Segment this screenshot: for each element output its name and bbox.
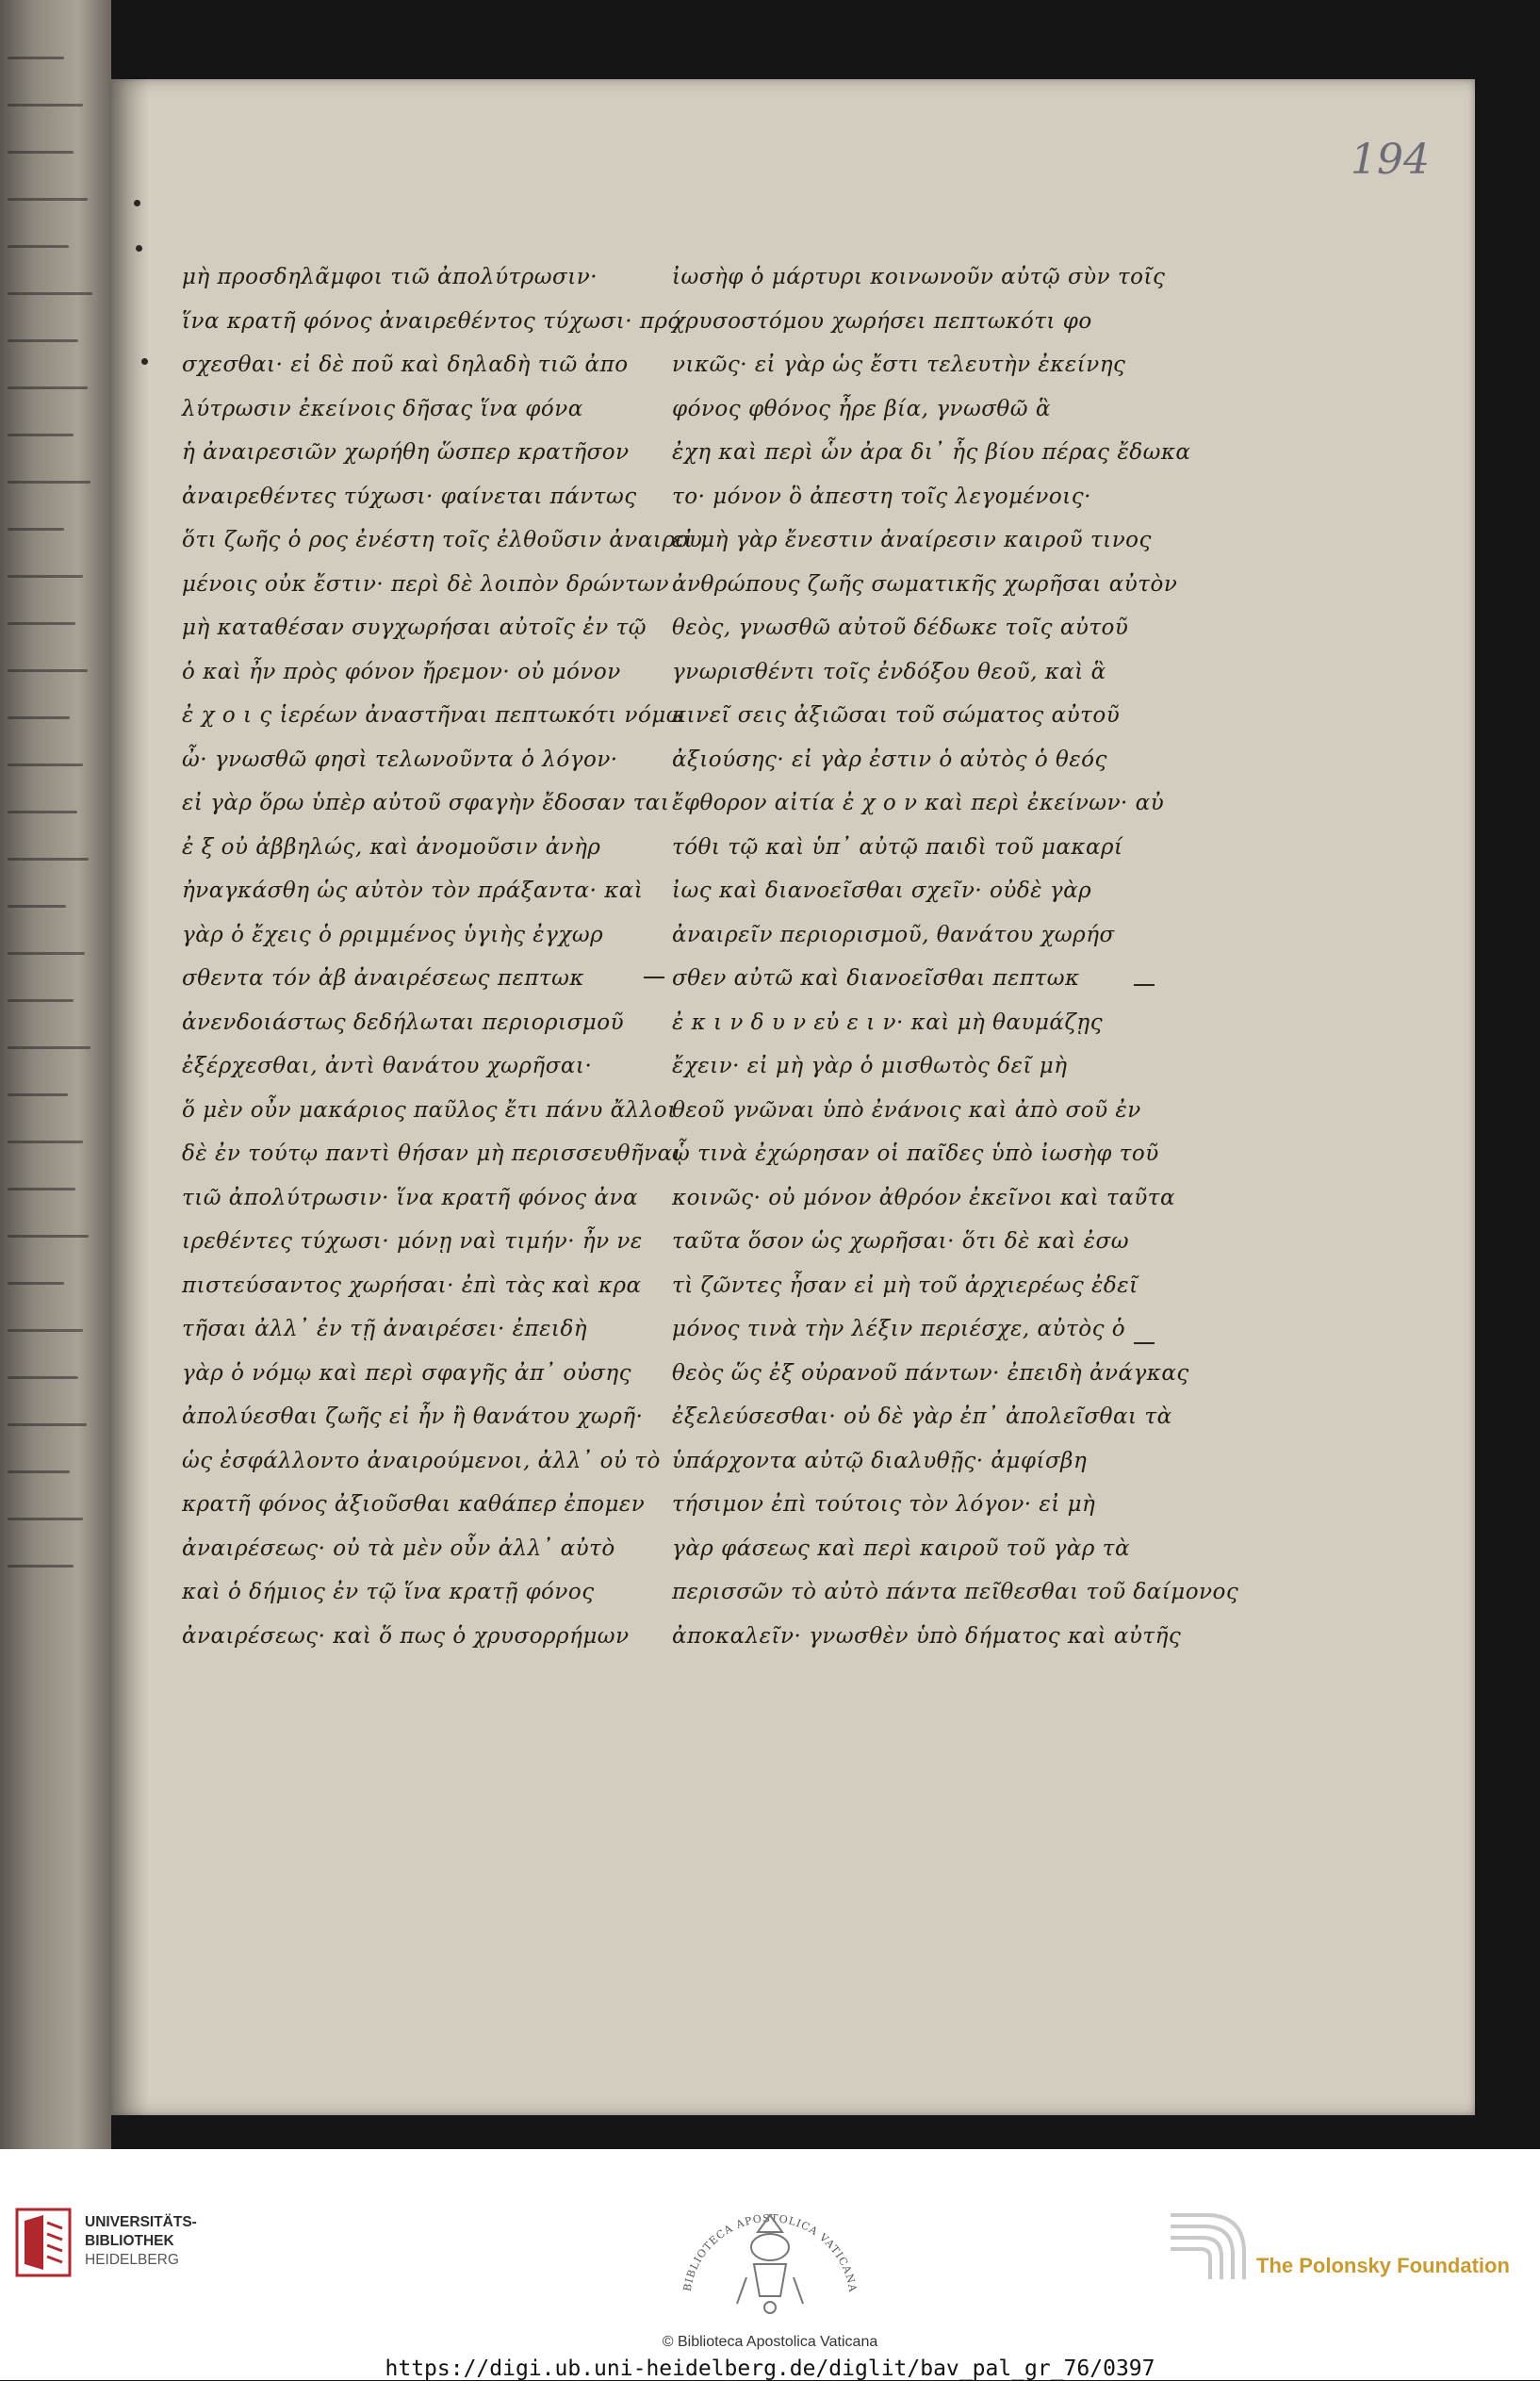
manuscript-line: γνωρισθέντι τοῖς ἐνδόξου θεοῦ, καὶ ἃ — [672, 659, 1106, 684]
manuscript-line: φόνος φθόνος ἦρε βία, γνωσθῶ ἃ — [672, 396, 1051, 421]
university-line-1: UNIVERSITÄTS- — [85, 2214, 197, 2230]
manuscript-line: δὲ ἐν τούτῳ παντὶ θήσαν μὴ περισσευθῆναι — [182, 1141, 682, 1166]
manuscript-line: ἰως καὶ διανοεῖσθαι σχεῖν· οὐδὲ γὰρ — [672, 879, 1092, 903]
manuscript-line: σθεν αὐτῶ καὶ διανοεῖσθαι πεπτωκ — [672, 966, 1080, 991]
manuscript-line: θεὸς, γνωσθῶ αὐτοῦ δέδωκε τοῖς αὐτοῦ — [672, 616, 1129, 640]
manuscript-line: σχεσθαι· εἰ δὲ ποῦ καὶ δηλαδὴ τιῶ ἀπο — [182, 353, 629, 377]
manuscript-line: ἐχη καὶ περὶ ὧν ἀρα δι᾽ ἧς βίου πέρας ἔδωκα — [672, 440, 1191, 465]
manuscript-line: μόνος τινὰ τὴν λέξιν περιέσχε, αὐτὸς ὁ — [672, 1317, 1126, 1341]
manuscript-line: ἔχειν· εἰ μὴ γὰρ ὁ μισθωτὸς δεῖ μὴ — [672, 1054, 1068, 1078]
manuscript-line: ἵνα κρατῆ φόνος ἀναιρεθέντος τύχωσι· πρό — [182, 308, 681, 334]
manuscript-folio — [111, 79, 1475, 2115]
manuscript-line: ὁ καὶ ἦν πρὸς φόνον ἤρεμον· οὐ μόνον — [182, 659, 621, 684]
manuscript-line: χρυσοστόμου χωρήσει πεπτωκότι φο — [672, 308, 1092, 334]
svg-text:BIBLIOTECA APOSTOLICA VATICANA — [681, 2212, 860, 2293]
manuscript-line: ὅτι ζωῆς ὁ ρος ἐνέστη τοῖς ἐλθοῦσιν ἀναιρου — [182, 528, 703, 552]
manuscript-line: μένοις οὐκ ἔστιν· περὶ δὲ λοιπὸν δρώντων — [182, 571, 670, 597]
manuscript-line: ἀποκαλεῖν· γνωσθὲν ὑπὸ δήματος καὶ αὐτῆς — [672, 1623, 1182, 1649]
university-library-logo[interactable] — [15, 2208, 72, 2277]
manuscript-line: ὅ μὲν οὖν μακάριος παῦλος ἔτι πάνυ ἄλλοι — [182, 1097, 677, 1123]
manuscript-line: ὡς ἐσφάλλοντο ἀναιρούμενοι, ἀλλ᾽ οὐ τὸ — [182, 1448, 661, 1473]
manuscript-line: ἐ κ ι ν δ υ ν εὐ ε ι ν· καὶ μὴ θαυμάζῃς — [672, 1010, 1104, 1035]
manuscript-line: τιῶ ἀπολύτρωσιν· ἵνα κρατῆ φόνος ἀνα — [182, 1185, 638, 1210]
permalink-url[interactable]: https://digi.ub.uni-heidelberg.de/diglit/bav_pal_gr_76/0397 — [385, 2356, 1155, 2381]
margin-dot — [134, 200, 140, 206]
manuscript-line: ἐξελεύσεσθαι· οὐ δὲ γὰρ ἐπ᾽ ἀπολεῖσθαι τὰ — [672, 1404, 1172, 1429]
manuscript-line: τήσιμον ἐπὶ τούτοις τὸν λόγον· εἰ μὴ — [672, 1492, 1096, 1517]
manuscript-line: περισσῶν τὸ αὐτὸ πάντα πεῖθεσθαι τοῦ δαίμονος — [672, 1580, 1239, 1604]
manuscript-line: θεοῦ γνῶναι ὑπὸ ἐνάνοις καὶ ἀπὸ σοῦ ἐν — [672, 1097, 1141, 1123]
manuscript-line: ἡ ἀναιρεσιῶν χωρήθη ὥσπερ κρατῆσον — [182, 440, 630, 465]
manuscript-line: γὰρ ὁ ἔχεις ὁ ρριμμένος ὑγιὴς ἐγχωρ — [182, 922, 604, 947]
margin-dash — [1134, 984, 1155, 986]
manuscript-line: ἀναιρέσεως· οὐ τὰ μὲν οὖν ἀλλ᾽ αὐτὸ — [182, 1535, 615, 1561]
polonsky-foundation-name[interactable]: The Polonsky Foundation — [1256, 2254, 1510, 2277]
vatican-seal-text: BIBLIOTECA APOSTOLICA VATICANA — [680, 2211, 860, 2294]
manuscript-line: εἰ μὴ γὰρ ἔνεστιν ἀναίρεσιν καιροῦ τινος — [672, 528, 1152, 552]
manuscript-line: ἐξέρχεσθαι, ἀντὶ θανάτου χωρῆσαι· — [182, 1054, 593, 1078]
manuscript-line: ἀναιρεθέντες τύχωσι· φαίνεται πάντως — [182, 484, 637, 509]
manuscript-right-column — [672, 258, 1239, 1661]
manuscript-line: ἠναγκάσθη ὡς αὐτὸν τὸν πράξαντα· καὶ — [182, 879, 644, 903]
margin-dot — [136, 245, 142, 252]
folio-number: 194 — [1351, 136, 1430, 184]
manuscript-left-column — [182, 258, 703, 1661]
margin-dash — [644, 977, 664, 978]
manuscript-line: τῆσαι ἀλλ᾽ ἐν τῇ ἀναιρέσει· ἐπειδὴ — [182, 1317, 588, 1341]
manuscript-line: μὴ καταθέσαν συγχωρήσαι αὐτοῖς ἐν τῷ — [182, 616, 647, 640]
gutter-shadow — [111, 79, 149, 2115]
manuscript-line: ὑπάρχοντα αὐτῷ διαλυθῇς· ἀμφίσβη — [672, 1448, 1088, 1473]
manuscript-line: ἰωσὴφ ὁ μάρτυρι κοινωνοῦν αὐτῷ σὺν τοῖς — [672, 265, 1166, 289]
manuscript-line: ᾧ τινὰ ἐχώρησαν οἱ παῖδες ὑπὸ ἰωσὴφ τοῦ — [672, 1141, 1159, 1166]
manuscript-line: καὶ ὁ δήμιος ἐν τῷ ἵνα κρατῇ φόνος — [182, 1580, 595, 1604]
vatican-library-seal-icon[interactable] — [671, 2198, 869, 2340]
manuscript-line: ἀπολύεσθαι ζωῆς εἰ ἦν ἢ θανάτου χωρῆ· — [182, 1404, 644, 1429]
manuscript-line: πιστεύσαντος χωρήσαι· ἐπὶ τὰς καὶ κρα — [182, 1273, 642, 1298]
manuscript-line: ἀξιούσης· εἰ γὰρ ἐστιν ὁ αὐτὸς ὁ θεός — [672, 747, 1107, 772]
university-line-3: HEIDELBERG — [85, 2252, 179, 2268]
manuscript-line: μὴ προσδηλᾶμφοι τιῶ ἀπολύτρωσιν· — [182, 265, 598, 289]
manuscript-line: κοινῶς· οὐ μόνον ἀθρόον ἐκεῖνοι καὶ ταῦτα — [672, 1185, 1176, 1210]
manuscript-line: το· μόνον ὃ ἀπεστη τοῖς λεγομένοις· — [672, 484, 1091, 509]
manuscript-line: ἀνθρώπους ζωῆς σωματικῆς χωρῆσαι αὐτὸν — [672, 571, 1178, 597]
previous-folio-edge — [0, 0, 111, 2149]
manuscript-line: γὰρ φάσεως καὶ περὶ καιροῦ τοῦ γὰρ τὰ — [672, 1535, 1131, 1561]
manuscript-line: ἐ ξ οὐ ἀββηλώς, καὶ ἀνομοῦσιν ἀνὴρ — [182, 834, 601, 860]
copyright-notice: © Biblioteca Apostolica Vaticana — [662, 2334, 878, 2350]
manuscript-line: λύτρωσιν ἐκείνοις δῆσας ἵνα φόνα — [182, 396, 583, 421]
manuscript-line: θεὸς ὥς ἐξ οὐρανοῦ πάντων· ἐπειδὴ ἀνάγκας — [672, 1360, 1189, 1386]
manuscript-line: ταῦτα ὅσον ὡς χωρῆσαι· ὅτι δὲ καὶ ἐσω — [672, 1229, 1129, 1254]
footer-bar — [0, 2149, 1540, 2380]
manuscript-line: ἐ χ ο ι ς ἱερέων ἀναστῆναι πεπτωκότι νόμω — [182, 703, 685, 728]
margin-dash — [1134, 1342, 1155, 1344]
manuscript-line: ἀναιρέσεως· καὶ ὅ πως ὁ χρυσορρήμων — [182, 1623, 630, 1649]
manuscript-line: σθεντα τόν ἀβ ἀναιρέσεως πεπτωκ — [182, 966, 584, 991]
manuscript-line: τόθι τῷ καὶ ὑπ᾽ αὐτῷ παιδὶ τοῦ μακαρί — [672, 834, 1123, 860]
manuscript-line: ἀνενδοιάστως δεδήλωται περιορισμοῦ — [182, 1010, 625, 1035]
manuscript-line: νικῶς· εἰ γὰρ ὡς ἔστι τελευτὴν ἐκείνης — [672, 353, 1126, 377]
manuscript-line: γὰρ ὁ νόμῳ καὶ περὶ σφαγῆς ἀπ᾽ οὐσης — [182, 1360, 632, 1386]
manuscript-line: ιρεθέντες τύχωσι· μόνῃ ναὶ τιμήν· ἦν νε — [182, 1229, 643, 1254]
polonsky-foundation-logo[interactable] — [1169, 2206, 1253, 2281]
manuscript-line: ὦ· γνωσθῶ φησὶ τελωνοῦντα ὁ λόγον· — [182, 747, 618, 772]
manuscript-line: εἰ γὰρ ὅρω ὑπὲρ αὐτοῦ σφαγὴν ἔδοσαν ται — [182, 791, 670, 815]
university-line-2: BIBLIOTHEK — [85, 2233, 174, 2249]
manuscript-line: κινεῖ σεις ἀξιῶσαι τοῦ σώματος αὐτοῦ — [672, 703, 1121, 728]
manuscript-line: τὶ ζῶντες ἦσαν εἰ μὴ τοῦ ἀρχιερέως ἐδεῖ — [672, 1273, 1139, 1298]
margin-dot — [141, 358, 148, 365]
university-library-name[interactable] — [85, 2213, 197, 2270]
manuscript-line: ἔφθορον αἰτία ἐ χ ο ν καὶ περὶ ἐκείνων· αὐ — [672, 791, 1165, 815]
manuscript-line: κρατῆ φόνος ἀξιοῦσθαι καθάπερ ἐπομεν — [182, 1492, 646, 1517]
manuscript-line: ἀναιρεῖν περιορισμοῦ, θανάτου χωρήσ — [672, 922, 1115, 947]
